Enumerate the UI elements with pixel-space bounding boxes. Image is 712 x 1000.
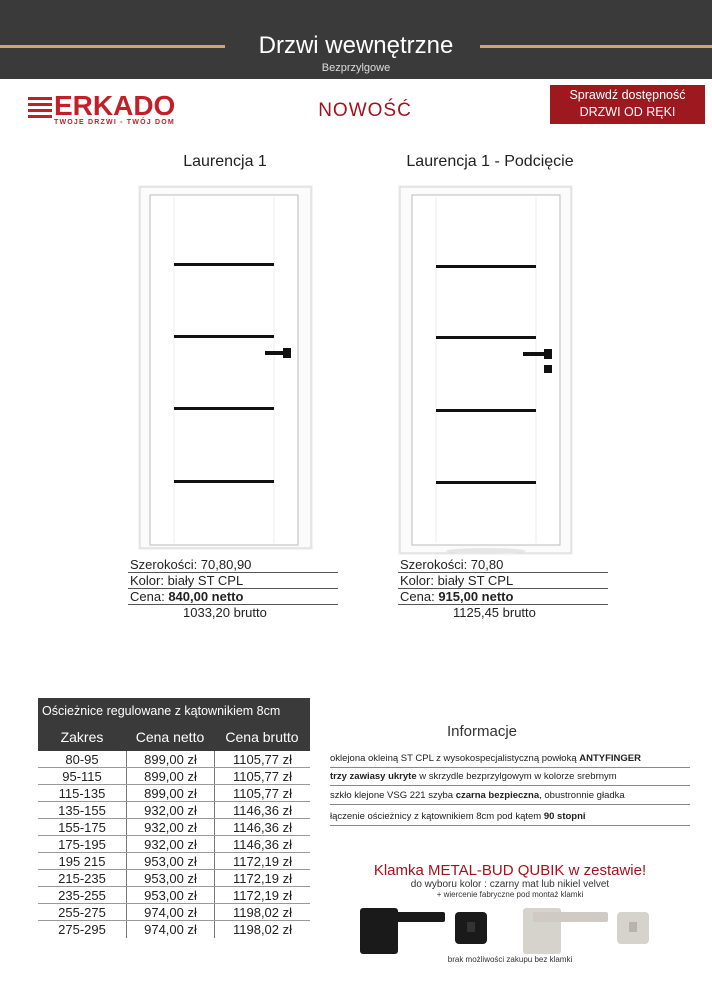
logo-bars-icon — [28, 95, 52, 117]
cell-gross: 1198,02 zł — [214, 904, 310, 920]
door-1-price: Cena: 840,00 netto — [128, 589, 338, 605]
cell-net: 899,00 zł — [126, 785, 214, 801]
new-label: NOWOŚĆ — [318, 100, 412, 121]
door-1-title: Laurencja 1 — [183, 153, 267, 170]
cell-gross: 1198,02 zł — [214, 921, 310, 938]
handle-note: brak możliwości zakupu bez klamki — [447, 955, 573, 964]
page-header — [0, 0, 712, 79]
cell-range: 175-195 — [58, 837, 106, 852]
door-2-price: Cena: 915,00 netto — [398, 589, 608, 605]
door-2-color: Kolor: biały ST CPL — [398, 573, 608, 589]
nickel-handle-icon — [523, 908, 649, 954]
door-1-color: Kolor: biały ST CPL — [128, 573, 338, 589]
table-row — [38, 768, 310, 785]
cell-net: 953,00 zł — [126, 853, 214, 869]
handle-subtitle-2: + wiercenie fabryczne pod montaż klamki — [436, 890, 584, 899]
cell-range: 235-255 — [58, 888, 106, 903]
table-row — [38, 751, 310, 768]
cell-net: 932,00 zł — [126, 836, 214, 852]
handle-subtitle: do wyboru kolor : czarny mat lub nikiel velvet — [410, 879, 610, 890]
cell-net: 974,00 zł — [126, 921, 214, 938]
info-item: łączenie ościeżnicy z kątownikiem 8cm pod kątem 90 stopni — [330, 810, 690, 826]
info-title: Informacje — [447, 723, 518, 740]
page-subtitle: Bezprzylgowe — [321, 62, 391, 74]
cell-range: 155-175 — [58, 820, 106, 835]
black-handle-icon — [360, 908, 487, 954]
handle-title: Klamka METAL-BUD QUBIK w zestawie! — [373, 862, 647, 879]
cell-range: 95-115 — [62, 769, 102, 784]
table-row — [38, 921, 310, 938]
cell-gross: 1105,77 zł — [214, 785, 310, 801]
door-1-specs — [128, 557, 338, 621]
cell-gross: 1146,36 zł — [214, 836, 310, 852]
table-row — [38, 853, 310, 870]
door-2-specs — [398, 557, 608, 621]
handle-images — [355, 900, 675, 956]
cell-net: 899,00 zł — [126, 751, 214, 767]
table-row — [38, 836, 310, 853]
table-row — [38, 802, 310, 819]
cell-range: 215-235 — [58, 871, 106, 886]
cell-gross: 1172,19 zł — [214, 853, 310, 869]
table-row — [38, 819, 310, 836]
table-row — [38, 887, 310, 904]
door-2-image — [398, 185, 573, 555]
door-1-gross: 1033,20 brutto — [183, 605, 267, 620]
cell-range: 255-275 — [58, 905, 106, 920]
cell-net: 932,00 zł — [126, 819, 214, 835]
info-item: szkło klejone VSG 221 szyba czarna bezpieczna, obustronnie gładka — [330, 789, 690, 805]
table-header — [38, 724, 310, 751]
cell-range: 115-135 — [58, 786, 106, 801]
info-item: oklejona okleiną ST CPL z wysokospecjalistyczną powłoką ANTYFINGER — [330, 752, 690, 768]
door-2-title: Laurencja 1 - Podcięcie — [406, 153, 574, 170]
door-2-gross: 1125,45 brutto — [453, 605, 536, 620]
table-caption: Ościeżnice regulowane z kątownikiem 8cm — [38, 698, 310, 724]
cell-range: 195 215 — [58, 854, 106, 869]
table-row — [38, 904, 310, 921]
page-title: Drzwi wewnętrzne — [258, 32, 454, 59]
cell-gross: 1105,77 zł — [214, 751, 310, 767]
cell-net: 899,00 zł — [126, 768, 214, 784]
cell-range: 275-295 — [58, 922, 106, 937]
logo-wordmark: ERKADO — [54, 90, 176, 121]
cell-gross: 1172,19 zł — [214, 887, 310, 903]
cell-net: 974,00 zł — [126, 904, 214, 920]
door-1-image — [138, 185, 313, 550]
header-gross: Cena brutto — [225, 729, 299, 745]
table-body — [38, 751, 310, 938]
cell-gross: 1146,36 zł — [214, 819, 310, 835]
cell-gross: 1105,77 zł — [214, 768, 310, 784]
cell-gross: 1146,36 zł — [214, 802, 310, 818]
cell-net: 953,00 zł — [126, 887, 214, 903]
header-range: Zakres — [60, 729, 104, 745]
cell-gross: 1172,19 zł — [214, 870, 310, 886]
badge-line-1: Sprawdź dostępność — [569, 88, 686, 102]
header-net: Cena netto — [135, 729, 205, 745]
cell-net: 953,00 zł — [126, 870, 214, 886]
table-row — [38, 785, 310, 802]
cell-net: 932,00 zł — [126, 802, 214, 818]
cell-range: 135-155 — [58, 803, 106, 818]
availability-badge[interactable] — [550, 85, 705, 124]
info-item: trzy zawiasy ukryte w skrzydle bezprzylgowym w kolorze srebrnym — [330, 770, 690, 786]
door-2-widths: Szerokości: 70,80 — [398, 557, 608, 573]
table-row — [38, 870, 310, 887]
cell-range: 80-95 — [65, 752, 99, 767]
logo-tagline: TWOJE DRZWI - TWÓJ DOM — [54, 119, 175, 126]
door-1-widths: Szerokości: 70,80,90 — [128, 557, 338, 573]
frames-price-table — [38, 698, 310, 938]
erkado-logo — [28, 90, 188, 130]
badge-line-2: DRZWI OD RĘKI — [579, 105, 676, 119]
